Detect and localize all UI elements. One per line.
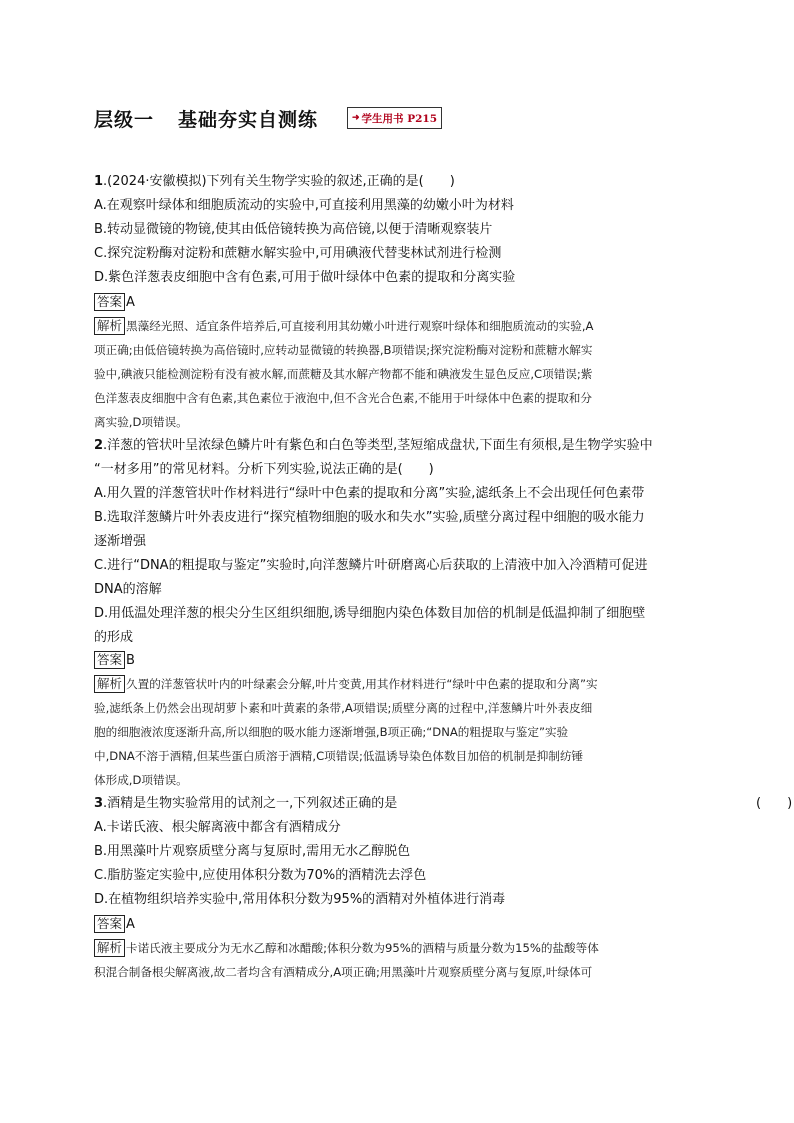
question-1-option-a: A.在观察叶绿体和细胞质流动的实验中,可直接利用黑藻的幼嫩小叶为材料 bbox=[94, 198, 514, 213]
analysis-label: 解析 bbox=[94, 317, 125, 335]
answer-label: 答案 bbox=[94, 651, 125, 669]
question-1-answer bbox=[94, 292, 135, 314]
question-3-option-c: C.脂肪鉴定实验中,应使用体积分数为70%的酒精洗去浮色 bbox=[94, 868, 427, 883]
answer-label: 答案 bbox=[94, 915, 125, 933]
heading-title: 基础夯实自测练 bbox=[178, 109, 319, 131]
answer-parentheses: ( ) bbox=[756, 796, 793, 811]
arrow-right-icon: ➜ bbox=[352, 113, 360, 123]
question-1-option-d: D.紫色洋葱表皮细胞中含有色素,可用于做叶绿体中色素的提取和分离实验 bbox=[94, 270, 516, 285]
textbook-page-tag bbox=[347, 107, 442, 129]
question-3-stem: 3.酒精是生物实验常用的试剂之一,下列叙述正确的是 ( ) bbox=[94, 792, 700, 816]
answer-value: A bbox=[126, 295, 135, 310]
question-1-option-c: C.探究淀粉酶对淀粉和蔗糖水解实验中,可用碘液代替斐林试剂进行检测 bbox=[94, 246, 502, 261]
question-1-analysis: 解析 黑藻经光照、适宜条件培养后,可直接利用其幼嫩小叶进行观察叶绿体和细胞质流动的实验,A 项正确;由低倍镜转换为高倍镜时,应转动显微镜的转换器,B项错误;探究淀粉酶对淀粉和蔗糖水解实 验中,碘液只能检测淀粉有没有被水解,而蔗糖及其水解产物都不能和碘液发生显色反应,C项错误;紫 色洋葱表皮细胞中含有色素,其色素位于液泡中,但不含光合色素,不能用于叶绿体中色素的提取和分 离实验,D项错误。 bbox=[94, 318, 594, 429]
question-1-option-b: B.转动显微镜的物镜,使其由低倍镜转换为高倍镜,以便于清晰观察装片 bbox=[94, 222, 493, 237]
section-heading bbox=[94, 105, 318, 132]
answer-label: 答案 bbox=[94, 293, 125, 311]
question-3-answer bbox=[94, 914, 135, 936]
analysis-label: 解析 bbox=[94, 675, 125, 693]
tag-text: 学生用书 P215 bbox=[361, 112, 438, 125]
answer-value: A bbox=[126, 917, 135, 932]
question-3-option-a: A.卡诺氏液、根尖解离液中都含有酒精成分 bbox=[94, 820, 341, 835]
question-2-option-a: A.用久置的洋葱管状叶作材料进行“绿叶中色素的提取和分离”实验,滤纸条上不会出现任何色素带 bbox=[94, 486, 645, 501]
question-2-analysis: 解析 久置的洋葱管状叶内的叶绿素会分解,叶片变黄,用其作材料进行“绿叶中色素的提取和分离”实 验,滤纸条上仍然会出现胡萝卜素和叶黄素的条带,A项错误;质壁分离的过程中,洋葱鳞片叶外表皮细 胞的细胞液浓度逐渐升高,所以细胞的吸水能力逐渐增强,B项正确;“DNA的粗提取与鉴定”实验 中,DNA不溶于酒精,但某些蛋白质溶于酒精,C项错误;低温诱导染色体数目加倍的机制是抑制纺锤 体形成,D项错误。 bbox=[94, 676, 598, 787]
question-2-option-d: D.用低温处理洋葱的根尖分生区组织细胞,诱导细胞内染色体数目加倍的机制是低温抑制了细胞壁 bbox=[94, 606, 646, 621]
question-3-option-b: B.用黑藻叶片观察质壁分离与复原时,需用无水乙醇脱色 bbox=[94, 844, 411, 859]
question-3-analysis: 解析 卡诺氏液主要成分为无水乙醇和冰醋酸;体积分数为95%的酒精与质量分数为15%的盐酸等体 积混合制备根尖解离液,故二者均含有酒精成分,A项正确;用黑藻叶片观察质壁分离与复原,叶绿体可 bbox=[94, 940, 599, 979]
question-2-answer bbox=[94, 650, 135, 672]
answer-value: B bbox=[126, 653, 135, 668]
question-1-stem: 1.(2024·安徽模拟)下列有关生物学实验的叙述,正确的是( ) bbox=[94, 174, 455, 189]
question-3-option-d: D.在植物组织培养实验中,常用体积分数为95%的酒精对外植体进行消毒 bbox=[94, 892, 506, 907]
question-2-options: A.用久置的洋葱管状叶作材料进行“绿叶中色素的提取和分离”实验,滤纸条上不会出现任何色素带 B.选取洋葱鳞片叶外表皮进行“探究植物细胞的吸水和失水”实验,质壁分离过程中细胞的吸水能力 逐渐增强 C.进行“DNA的粗提取与鉴定”实验时,向洋葱鳞片叶研磨离心后获取的上清液中加入冷酒精可促进 DNA的溶解 D.用低温处理洋葱的根尖分生区组织细胞,诱导细胞内染色体数目加倍的机制是低温抑制了细胞壁 的形成 bbox=[94, 482, 700, 650]
question-2-option-b: B.选取洋葱鳞片叶外表皮进行“探究植物细胞的吸水和失水”实验,质壁分离过程中细胞的吸水能力 bbox=[94, 510, 645, 525]
question-2-stem: 2.洋葱的管状叶呈浓绿色鳞片叶有紫色和白色等类型,茎短缩成盘状,下面生有须根,是生物学实验中 “一材多用”的常见材料。分析下列实验,说法正确的是( ) bbox=[94, 438, 653, 477]
heading-level: 层级一 bbox=[94, 109, 155, 131]
question-2-option-c: C.进行“DNA的粗提取与鉴定”实验时,向洋葱鳞片叶研磨离心后获取的上清液中加入冷酒精可促进 bbox=[94, 558, 648, 573]
analysis-label: 解析 bbox=[94, 939, 125, 957]
